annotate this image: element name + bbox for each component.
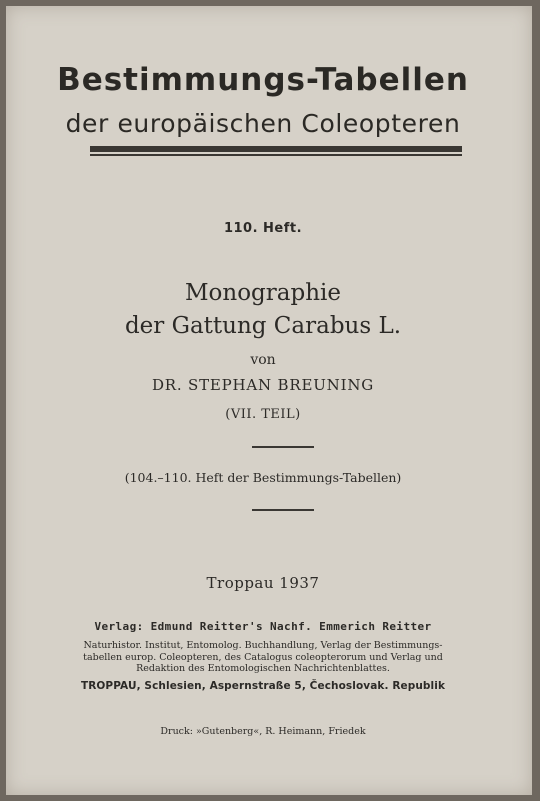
part-number: (VII. TEIL)	[225, 407, 301, 422]
publisher-address: TROPPAU, Schlesien, Aspernstraße 5, Čechoslovak. Republik	[80, 680, 446, 692]
series-title: Bestimmungs-Tabellen	[57, 62, 469, 98]
publisher-description	[0, 640, 526, 675]
author-name: DR. STEPHAN BREUNING	[151, 376, 375, 394]
issue-range: (104.–110. Heft der Bestimmungs-Tabellen)	[124, 470, 402, 485]
title-rule-thick	[90, 146, 462, 152]
work-title-line1: Monographie	[185, 280, 341, 306]
description-line: Redaktion des Entomologischen Nachrichtenblattes.	[136, 663, 390, 674]
description-line: Naturhistor. Institut, Entomolog. Buchhandlung, Verlag der Bestimmungs-	[83, 640, 443, 651]
divider-short-1	[252, 446, 314, 448]
publisher-line: Verlag: Edmund Reitter's Nachf. Emmerich Reitter	[94, 620, 432, 633]
place-year: Troppau 1937	[206, 574, 320, 592]
author-prefix: von	[250, 352, 276, 368]
series-subtitle: der europäischen Coleopteren	[65, 109, 461, 138]
work-title-line2: der Gattung Carabus L.	[124, 313, 402, 339]
title-rule-thin	[90, 154, 462, 156]
printer-line: Druck: »Gutenberg«, R. Heimann, Friedek	[160, 726, 366, 737]
divider-short-2	[252, 509, 314, 511]
title-page	[6, 6, 532, 795]
description-line: tabellen europ. Coleopteren, des Catalogus coleopterorum und Verlag und	[83, 651, 443, 663]
issue-number: 110. Heft.	[223, 221, 303, 236]
